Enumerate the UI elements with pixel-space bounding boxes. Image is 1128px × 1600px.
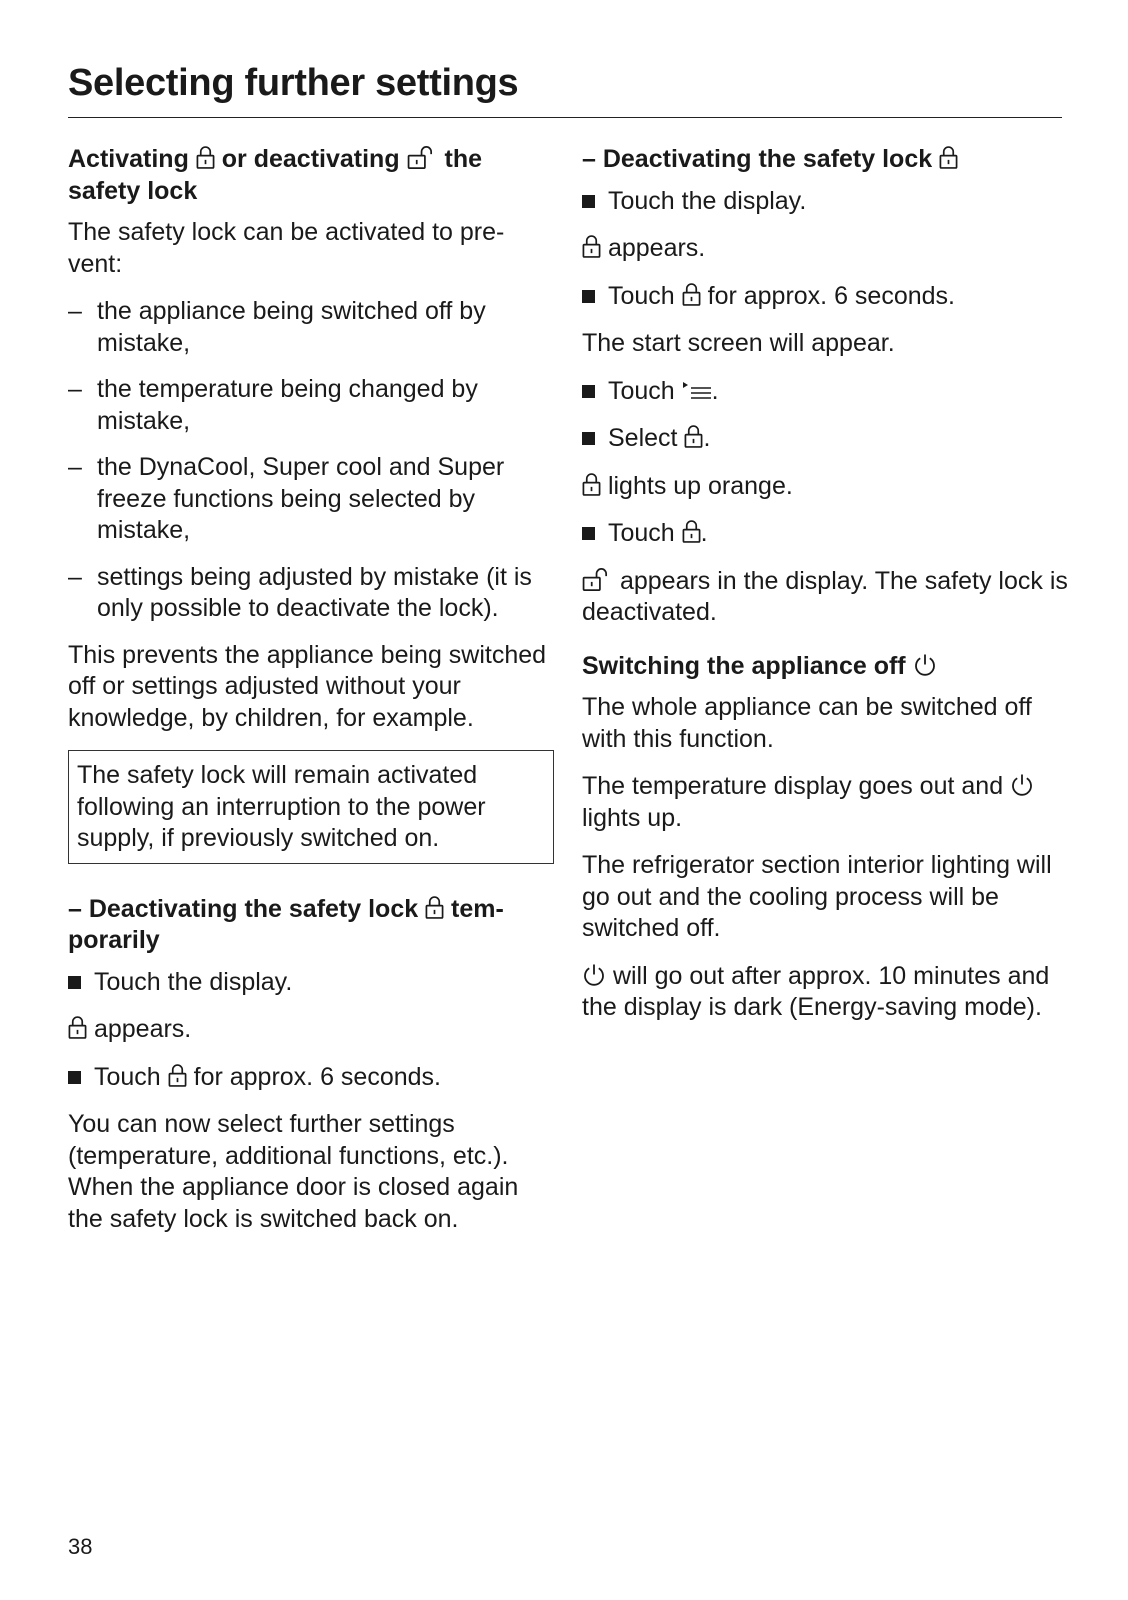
list-item bbox=[68, 374, 554, 437]
step-bullet bbox=[68, 1071, 81, 1084]
step-text: for approx. 6 seconds. bbox=[707, 281, 955, 310]
lock-closed-icon bbox=[684, 424, 703, 449]
period: . bbox=[700, 519, 708, 547]
result-text: lights up orange. bbox=[607, 471, 793, 500]
list-item-text: the DynaCool, Super cool and Super freeze functions being selected by mistake, bbox=[97, 453, 505, 544]
lock-closed-icon bbox=[582, 472, 601, 497]
list-item-text: the appliance being switched off by mistake, bbox=[97, 297, 486, 357]
lock-open-icon bbox=[582, 567, 613, 592]
list-item bbox=[68, 452, 554, 547]
page-number: 38 bbox=[68, 1534, 93, 1559]
safety-lock-heading bbox=[68, 144, 554, 207]
heading-text: – Deactivating the safety lock bbox=[582, 145, 933, 173]
step-text: Select bbox=[608, 424, 678, 452]
deactivate-heading bbox=[582, 144, 1068, 176]
step-text: for approx. 6 seconds. bbox=[193, 1062, 441, 1091]
result-text: appears. bbox=[607, 234, 706, 262]
intro-paragraph: The safety lock can be activated to pre-vent: bbox=[68, 218, 505, 278]
lock-closed-icon bbox=[68, 1015, 87, 1040]
step-bullet bbox=[582, 385, 595, 398]
step-bullet bbox=[68, 976, 81, 989]
title-divider bbox=[68, 117, 1062, 118]
note-box: The safety lock will remain activated following an interruption to the power supply, if previously switched on. bbox=[68, 750, 554, 864]
list-item bbox=[68, 562, 554, 625]
list-item bbox=[68, 296, 554, 359]
dash-bullet: – bbox=[68, 562, 82, 591]
deactivated-paragraph bbox=[582, 566, 1068, 629]
paragraph-text: will go out after approx. 10 minutes and the display is dark (Energy-saving mode). bbox=[582, 961, 1050, 1021]
step-item bbox=[582, 281, 1068, 313]
step-bullet bbox=[582, 290, 595, 303]
switch-off-paragraph: The whole appliance can be switched off with this function. bbox=[582, 693, 1032, 753]
result-text: appears. bbox=[93, 1015, 192, 1043]
energy-saving-paragraph bbox=[582, 961, 1068, 1024]
step-item bbox=[582, 186, 1068, 218]
power-icon bbox=[913, 653, 937, 677]
lock-closed-icon bbox=[682, 519, 701, 544]
lock-closed-icon bbox=[196, 145, 215, 170]
dash-bullet: – bbox=[68, 375, 82, 403]
lock-closed-icon bbox=[682, 282, 701, 307]
heading-text: – Deactivating the safety lock bbox=[68, 894, 419, 923]
page-title: Selecting further settings bbox=[68, 62, 519, 104]
step-bullet bbox=[582, 432, 595, 445]
prevents-paragraph: This prevents the appliance being switched off or settings adjusted without your knowledge, by children, for example. bbox=[68, 640, 547, 732]
heading-text: the safety lock bbox=[68, 145, 482, 205]
step-item bbox=[582, 376, 1068, 408]
step-bullet bbox=[582, 195, 595, 208]
power-icon bbox=[582, 963, 606, 987]
lock-closed-icon bbox=[939, 145, 958, 170]
step-text: Touch bbox=[608, 376, 675, 405]
step-item bbox=[582, 423, 1068, 455]
list-item-text: the temperature being changed by mistake, bbox=[97, 375, 478, 435]
lock-closed-icon bbox=[168, 1063, 187, 1088]
heading-text: or deactivating bbox=[221, 145, 400, 173]
power-icon bbox=[1010, 773, 1034, 797]
dash-bullet: – bbox=[68, 453, 82, 481]
dash-bullet: – bbox=[68, 297, 82, 325]
result-line bbox=[582, 471, 1068, 503]
step-text: Touch bbox=[94, 1062, 161, 1091]
result-text: appears in the display. The safety lock is deactivated. bbox=[582, 566, 1068, 626]
step-text: Touch the display. bbox=[608, 186, 807, 215]
paragraph-text: lights up. bbox=[582, 803, 683, 832]
lock-open-icon bbox=[407, 145, 438, 170]
right-column bbox=[582, 144, 1068, 1040]
step-item bbox=[68, 1062, 554, 1094]
step-bullet bbox=[582, 527, 595, 540]
period: . bbox=[703, 424, 711, 452]
temporarily-result-paragraph: You can now select further settings (temperature, additional functions, etc.). When the appliance door is closed again the safety lock is switched back on. bbox=[68, 1110, 519, 1233]
left-column bbox=[68, 144, 554, 1251]
period: . bbox=[711, 376, 719, 405]
step-text: Touch bbox=[608, 519, 675, 547]
list-item-text: settings being adjusted by mistake (it is only possible to deactivate the lock). bbox=[97, 562, 532, 622]
heading-text: tem-porarily bbox=[68, 894, 504, 954]
step-text: Touch the display. bbox=[94, 967, 293, 996]
step-item bbox=[582, 518, 1068, 550]
step-text: Touch bbox=[608, 281, 675, 310]
menu-icon bbox=[682, 380, 712, 402]
start-screen-line: The start screen will appear. bbox=[582, 329, 895, 357]
paragraph-text: The temperature display goes out and bbox=[582, 772, 1004, 800]
step-item bbox=[68, 967, 554, 999]
lock-closed-icon bbox=[582, 234, 601, 259]
display-paragraph bbox=[582, 771, 1068, 834]
heading-text: Switching the appliance off bbox=[582, 651, 906, 680]
result-line bbox=[582, 233, 1068, 265]
deactivate-temporarily-heading bbox=[68, 894, 554, 957]
result-line bbox=[68, 1014, 554, 1046]
heading-text: Activating bbox=[68, 145, 189, 173]
lighting-paragraph: The refrigerator section interior lighting will go out and the cooling process will be switched off. bbox=[582, 851, 1052, 942]
switching-off-heading bbox=[582, 651, 1068, 683]
lock-closed-icon bbox=[425, 895, 444, 920]
